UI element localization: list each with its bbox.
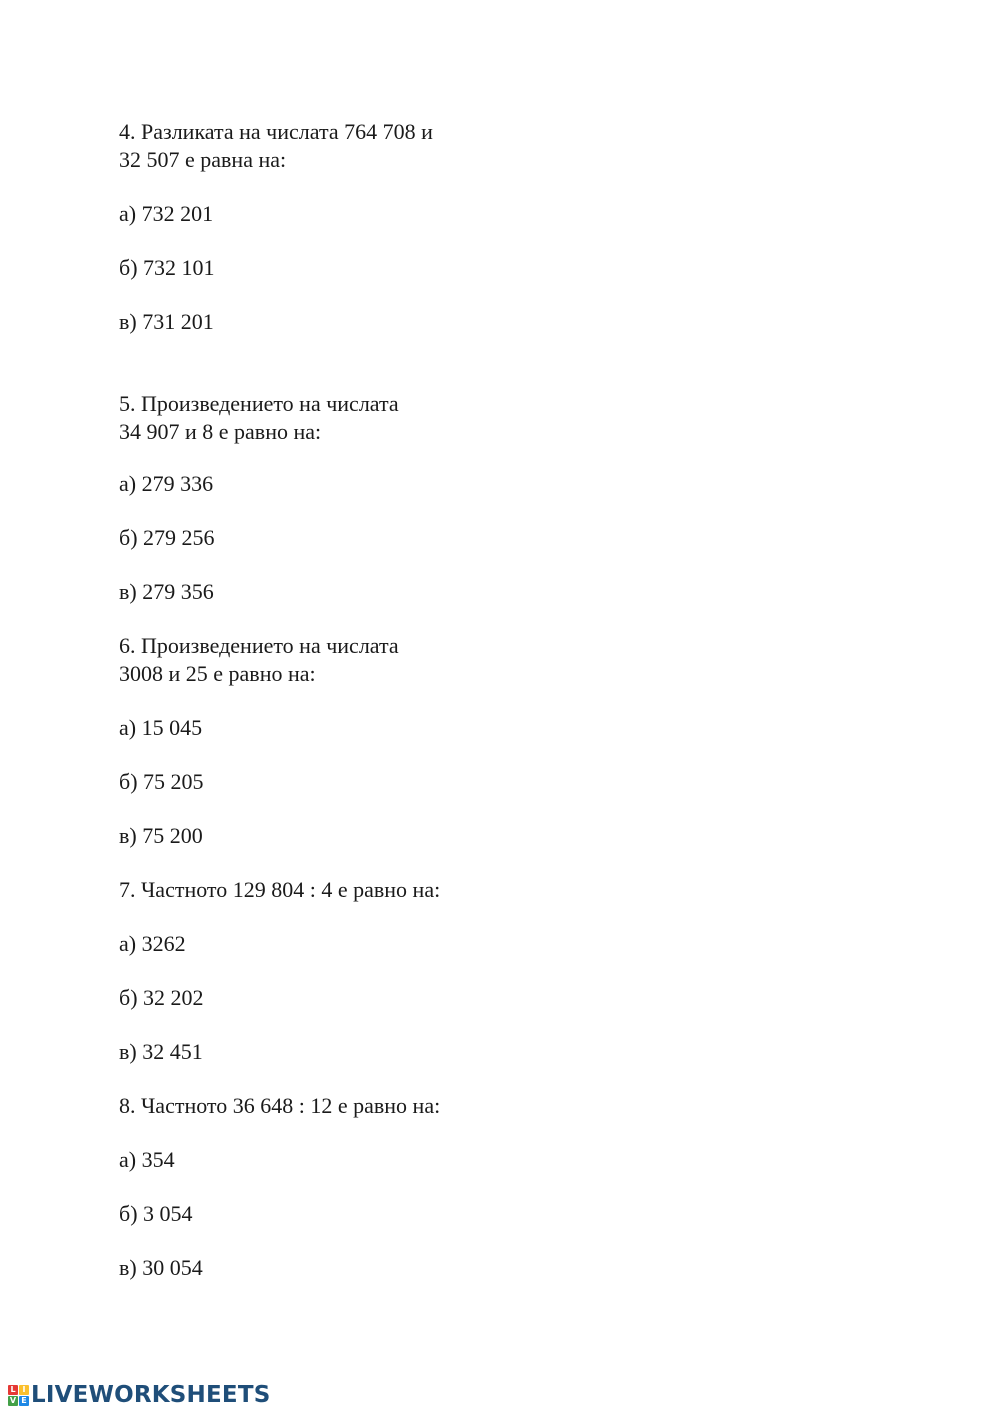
question-6-option-c[interactable]: в) 75 200 [119, 823, 203, 848]
question-4-option-b[interactable]: б) 732 101 [119, 255, 215, 280]
question-7-option-a[interactable]: а) 3262 [119, 931, 186, 956]
question-4-option-c[interactable]: в) 731 201 [119, 309, 214, 334]
question-8-option-c[interactable]: в) 30 054 [119, 1255, 203, 1280]
question-4-text-line2: 32 507 е равна на: [119, 147, 287, 172]
question-4-text-line1: 4. Разликата на числата 764 708 и [119, 119, 433, 144]
question-8-option-b[interactable]: б) 3 054 [119, 1201, 193, 1226]
question-6-option-b[interactable]: б) 75 205 [119, 769, 204, 794]
question-8-text: 8. Частното 36 648 : 12 е равно на: [119, 1093, 441, 1118]
logo-letter-l: L [8, 1385, 18, 1395]
question-5-text-line1: 5. Произведението на числата [119, 391, 399, 416]
question-5-text-line2: 34 907 и 8 е равно на: [119, 419, 322, 444]
question-6-text-line1: 6. Произведението на числата [119, 633, 399, 658]
question-5-option-c[interactable]: в) 279 356 [119, 579, 214, 604]
logo-mark-icon [8, 1385, 29, 1406]
question-6-option-a[interactable]: а) 15 045 [119, 715, 203, 740]
liveworksheets-logo [8, 1380, 270, 1410]
question-7-option-b[interactable]: б) 32 202 [119, 985, 204, 1010]
logo-letter-i: I [19, 1385, 29, 1395]
question-7-text: 7. Частното 129 804 : 4 е равно на: [119, 877, 441, 902]
logo-letter-v: V [9, 1395, 17, 1405]
question-8-option-a[interactable]: а) 354 [119, 1147, 175, 1172]
logo-letter-e: E [19, 1396, 29, 1406]
question-6-text-line2: 3008 и 25 е равно на: [119, 661, 316, 686]
logo-text: LIVEWORKSHEETS [31, 1382, 271, 1408]
question-7-option-c[interactable]: в) 32 451 [119, 1039, 203, 1064]
question-4-option-a[interactable]: а) 732 201 [119, 201, 214, 226]
question-5-option-a[interactable]: а) 279 336 [119, 471, 214, 496]
question-5-option-b[interactable]: б) 279 256 [119, 525, 215, 550]
